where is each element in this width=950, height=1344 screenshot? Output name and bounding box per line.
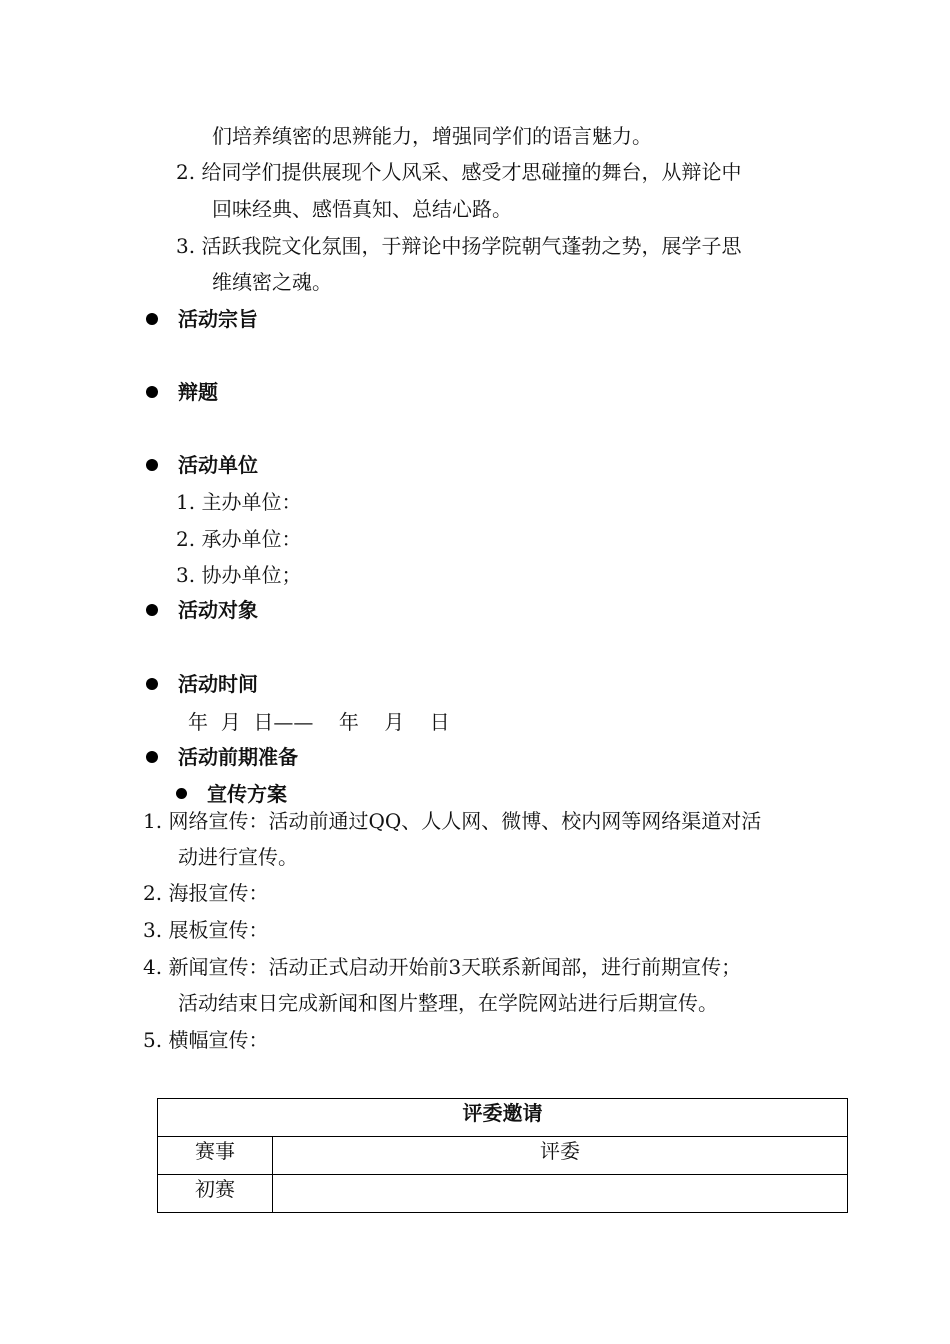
table-title-row — [158, 1099, 848, 1137]
publicity-item-3: 3. 展板宣传： — [143, 918, 269, 942]
unit-host: 1. 主办单位： — [176, 490, 302, 514]
purpose-line-1: 们培养缜密的思辨能力，增强同学们的语言魅力。 — [212, 124, 652, 148]
column-header-event: 赛事 — [158, 1137, 273, 1175]
unit-co-organizer: 3. 协办单位； — [176, 563, 302, 587]
heading-target: 活动对象 — [178, 598, 258, 622]
table-header-row — [158, 1137, 848, 1175]
publicity-item-1: 1. 网络宣传：活动前通过QQ、人人网、微博、校内网等网络渠道对活 — [143, 809, 762, 833]
bullet-icon — [146, 678, 158, 690]
judges-cell — [273, 1175, 848, 1213]
bullet-icon — [146, 459, 158, 471]
column-header-judges: 评委 — [273, 1137, 848, 1175]
heading-aim: 活动宗旨 — [178, 307, 258, 331]
bullet-icon — [146, 313, 158, 325]
publicity-item-2: 2. 海报宣传： — [143, 881, 269, 905]
unit-organizer: 2. 承办单位： — [176, 527, 302, 551]
time-range: 年 月 日—— 年 月 日 — [188, 710, 450, 734]
heading-time: 活动时间 — [178, 672, 258, 696]
purpose-item-3-cont: 维缜密之魂。 — [212, 270, 332, 294]
heading-prep: 活动前期准备 — [178, 745, 298, 769]
table-row — [158, 1175, 848, 1213]
bullet-icon — [146, 386, 158, 398]
purpose-item-3: 3. 活跃我院文化氛围，于辩论中扬学院朝气蓬勃之势，展学子思 — [176, 234, 742, 258]
event-cell: 初赛 — [158, 1175, 273, 1213]
bullet-icon — [146, 604, 158, 616]
heading-units: 活动单位 — [178, 453, 258, 477]
heading-publicity: 宣传方案 — [207, 782, 287, 806]
purpose-item-2-cont: 回味经典、感悟真知、总结心路。 — [212, 197, 512, 221]
bullet-icon — [146, 751, 158, 763]
judges-table — [157, 1098, 848, 1213]
publicity-item-4-cont: 活动结束日完成新闻和图片整理，在学院网站进行后期宣传。 — [178, 991, 718, 1015]
bullet-icon — [176, 788, 187, 799]
purpose-item-2: 2. 给同学们提供展现个人风采、感受才思碰撞的舞台，从辩论中 — [176, 160, 742, 184]
publicity-item-4: 4. 新闻宣传：活动正式启动开始前3天联系新闻部，进行前期宣传； — [143, 955, 742, 979]
table-title: 评委邀请 — [158, 1099, 848, 1137]
publicity-item-1-cont: 动进行宣传。 — [178, 845, 298, 869]
heading-topic: 辩题 — [178, 380, 218, 404]
publicity-item-5: 5. 横幅宣传： — [143, 1028, 269, 1052]
